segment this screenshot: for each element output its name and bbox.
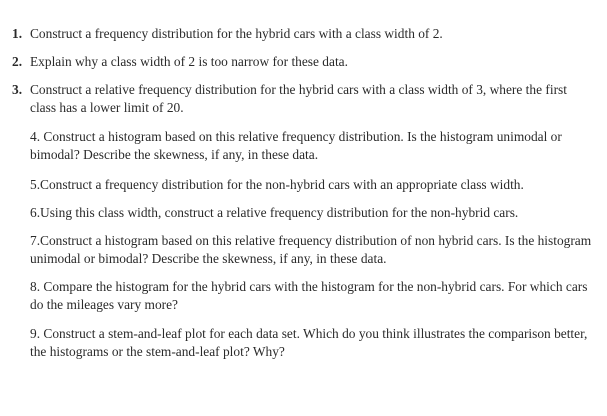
question-3-number: 3. (12, 82, 23, 97)
question-7 (30, 232, 595, 268)
question-5 (30, 176, 595, 194)
question-4-text: 4. Construct a histogram based on this relative frequency distribution. Is the histogram unimodal or bimodal? Describe the skewness, if any, in these data. (30, 129, 562, 162)
question-6-text: 6.Using this class width, construct a relative frequency distribution for the non-hybrid cars. (30, 205, 519, 220)
question-3-text: Construct a relative frequency distribution for the hybrid cars with a class width of 3, where the first class has a lower limit of 20. (30, 82, 567, 115)
question-1-number: 1. (12, 26, 23, 41)
question-7-text: 7.Construct a histogram based on this relative frequency distribution of non hybrid cars. Is the histogram unimodal or bimodal? Describe the skewness, if any, in these data. (30, 233, 592, 266)
question-2 (12, 53, 595, 71)
question-2-text: Explain why a class width of 2 is too narrow for these data. (30, 54, 348, 69)
question-6 (30, 204, 595, 222)
question-2-number: 2. (12, 54, 23, 69)
question-1 (12, 25, 595, 43)
question-8 (30, 278, 595, 314)
question-9 (30, 325, 595, 361)
question-5-text: 5.Construct a frequency distribution for the non-hybrid cars with an appropriate class width. (30, 177, 524, 192)
question-4 (30, 128, 595, 164)
question-9-text: 9. Construct a stem-and-leaf plot for each data set. Which do you think illustrates the comparison better, the histograms or the stem-and-leaf plot? Why? (30, 326, 588, 359)
question-8-text: 8. Compare the histogram for the hybrid cars with the histogram for the non-hybrid cars. For which cars do the mileages vary more? (30, 279, 588, 312)
question-1-text: Construct a frequency distribution for the hybrid cars with a class width of 2. (30, 26, 443, 41)
question-3 (12, 81, 595, 117)
